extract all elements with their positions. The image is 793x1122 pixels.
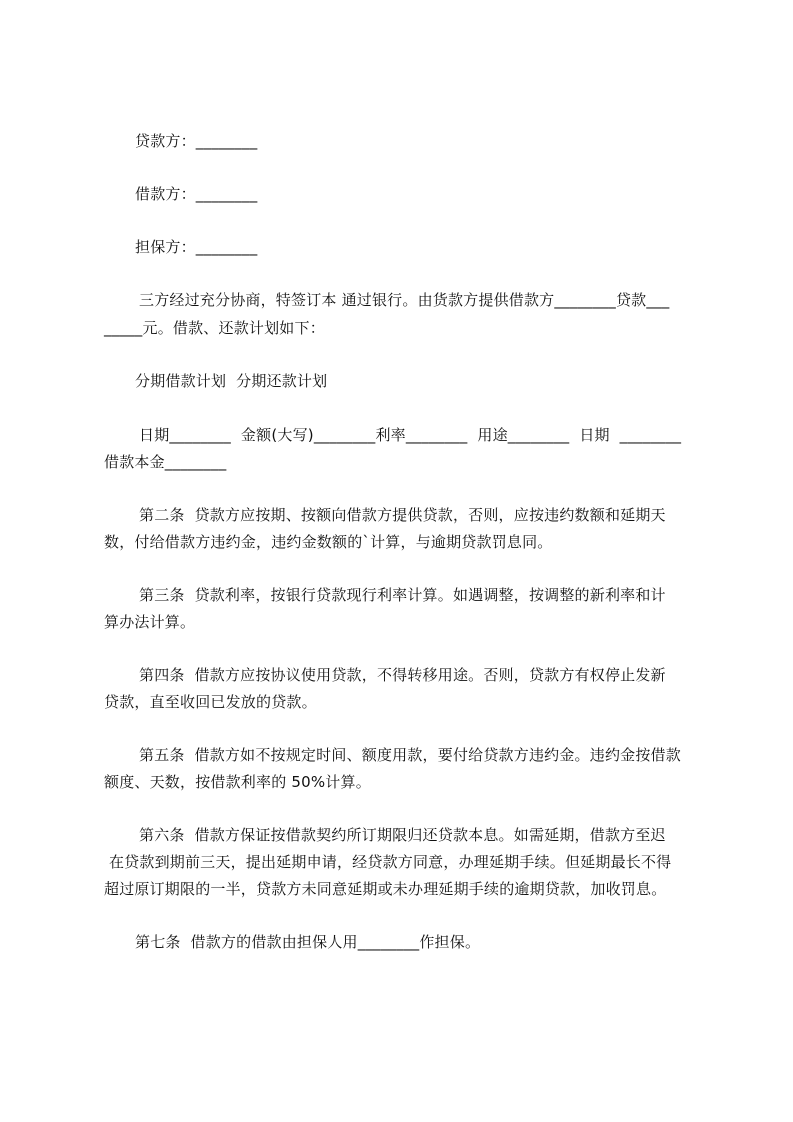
- article-4-line-2: 贷款，直至收回已发放的贷款。: [104, 693, 317, 711]
- article-6-line-3: 超过原订期限的一半，贷款方未同意延期或未办理延期手续的逾期贷款，加收罚息。: [104, 880, 667, 898]
- article-4-line-1: 第四条 借款方应按协议使用贷款，不得转移用途。否则，贷款方有权停止发新: [139, 666, 666, 684]
- plan-fields-line-1: 日期________ 金额(大写)________利率________ 用途________ 日期 ________: [139, 426, 682, 444]
- lender-line: 贷款方：________: [135, 132, 258, 150]
- article-3-line-2: 算办法计算。: [104, 613, 196, 631]
- plan-heading: 分期借款计划 分期还款计划: [135, 372, 328, 390]
- article-7-line-1: 第七条 借款方的借款由担保人用________作担保。: [135, 933, 481, 951]
- article-5-line-2: 额度、天数，按借款利率的 50%计算。: [104, 773, 371, 791]
- article-2-line-1: 第二条 贷款方应按期、按额向借款方提供贷款，否则，应按违约数额和延期天: [139, 506, 666, 524]
- article-6-line-2: 在贷款到期前三天，提出延期申请，经贷款方同意，办理延期手续。但延期最长不得: [104, 853, 672, 871]
- guarantor-line: 担保方：________: [135, 238, 258, 256]
- article-3-line-1: 第三条 贷款利率，按银行贷款现行利率计算。如遇调整，按调整的新利率和计: [139, 586, 666, 604]
- article-6-line-1: 第六条 借款方保证按借款契约所订期限归还贷款本息。如需延期，借款方至迟: [139, 826, 666, 844]
- intro-line-2: _____元。借款、还款计划如下：: [104, 319, 325, 337]
- borrower-line: 借款方：________: [135, 185, 258, 203]
- intro-line-1: 三方经过充分协商，特签订本 通过银行。由货款方提供借款方________贷款___: [139, 291, 670, 309]
- plan-fields-line-2: 借款本金________: [104, 453, 227, 471]
- article-2-line-2: 数，付给借款方违约金，违约金数额的`计算，与逾期贷款罚息同。: [104, 533, 553, 551]
- article-5-line-1: 第五条 借款方如不按规定时间、额度用款，要付给贷款方违约金。违约金按借款: [139, 746, 681, 764]
